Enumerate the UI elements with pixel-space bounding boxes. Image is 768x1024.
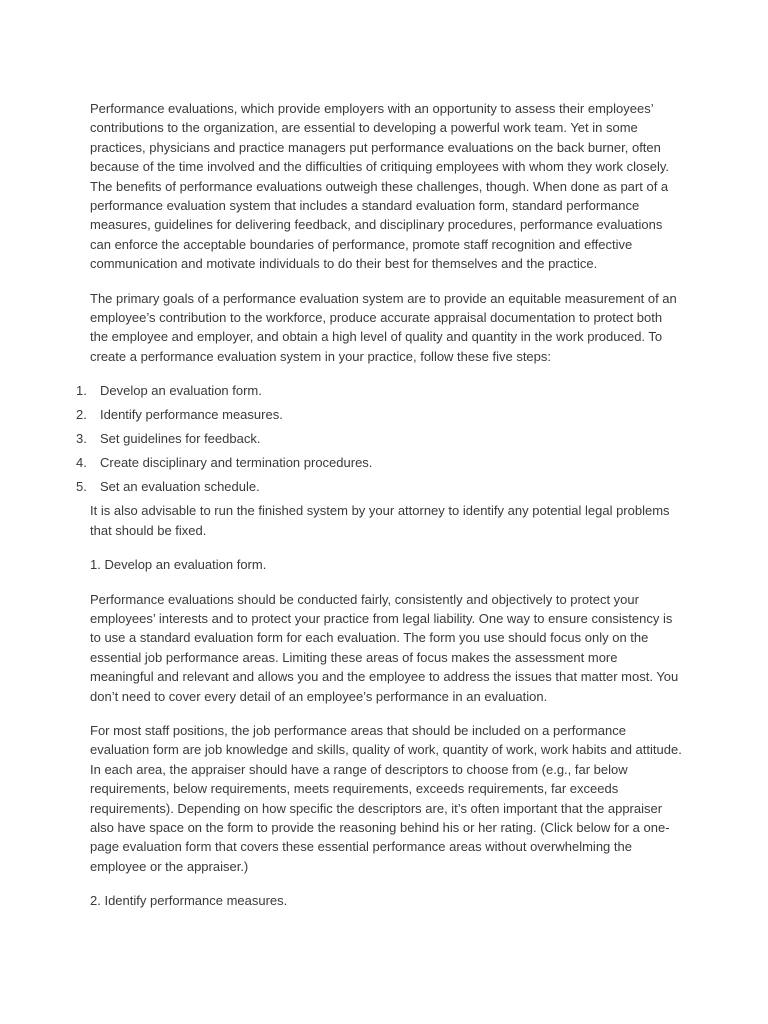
list-item [66,477,682,501]
intro-paragraph-2: The primary goals of a performance evaluation system are to provide an equitable measurement of an employee’s contribution to the workforce, produce accurate appraisal documentation to protect both the employee and employer, and obtain a high level of quality and quantity in the work produced. To create a performance evaluation system in your practice, follow these five steps: [90,290,677,364]
steps-list [66,381,682,501]
list-item-number: 4. [76,455,87,471]
list-item-number: 1. [76,383,87,399]
attorney-paragraph: It is also advisable to run the finished system by your attorney to identify any potential legal problems that should be fixed. [90,503,670,538]
section-1-paragraph-1: Performance evaluations should be conducted fairly, consistently and objectively to protect your employees’ interests and to protect your practice from legal liability. One way to ensure consistency is to use a standard evaluation form for each evaluation. The form you use should focus only on the essential job performance areas. Limiting these areas of focus makes the assessment more meaningful and relevant and allows you and the employee to address the issues that matter most. You don’t need to cover every detail of an employee’s performance in an evaluation. [90,591,679,704]
list-item [66,453,682,477]
list-item-text: Create disciplinary and termination procedures. [100,455,373,471]
section-1-paragraph-2: For most staff positions, the job performance areas that should be included on a performance evaluation form are job knowledge and skills, quality of work, quantity of work, work habits and attitude. In each area, the appraiser should have a range of descriptors to choose from (e.g., far below requirements, below requirements, meets requirements, exceeds requirements, far exceeds requirements). Depending on how specific the descriptors are, it’s often important that the appraiser also have space on the form to provide the reasoning behind his or her rating. (Click below for a one-page evaluation form that covers these essential performance areas without overwhelming the employee or the appraiser.) [90,722,682,874]
list-item [66,405,682,429]
list-item-number: 2. [76,407,87,423]
list-item-number: 5. [76,479,87,495]
document-body [76,99,682,926]
list-item-text: Set guidelines for feedback. [100,431,261,447]
intro-paragraph-1: Performance evaluations, which provide employers with an opportunity to assess their employees’ contributions to the organization, are essential to developing a powerful work team. Yet in some practices, physicians and practice managers put performance evaluations on the back burner, often because of the time involved and the difficulties of critiquing employees with whom they work closely. The benefits of performance evaluations outweigh these challenges, though. When done as part of a performance evaluation system that includes a standard evaluation form, standard performance measures, guidelines for delivering feedback, and disciplinary procedures, performance evaluations can enforce the acceptable boundaries of performance, promote staff recognition and effective communication and motivate individuals to do their best for themselves and the practice. [90,101,670,272]
list-item-text: Identify performance measures. [100,407,283,423]
list-item [66,429,682,453]
list-item-text: Develop an evaluation form. [100,383,262,399]
list-item [66,381,682,405]
section-1-heading: 1. Develop an evaluation form. [90,557,267,573]
list-item-text: Set an evaluation schedule. [100,479,260,495]
section-2-heading: 2. Identify performance measures. [90,893,288,909]
list-item-number: 3. [76,431,87,447]
